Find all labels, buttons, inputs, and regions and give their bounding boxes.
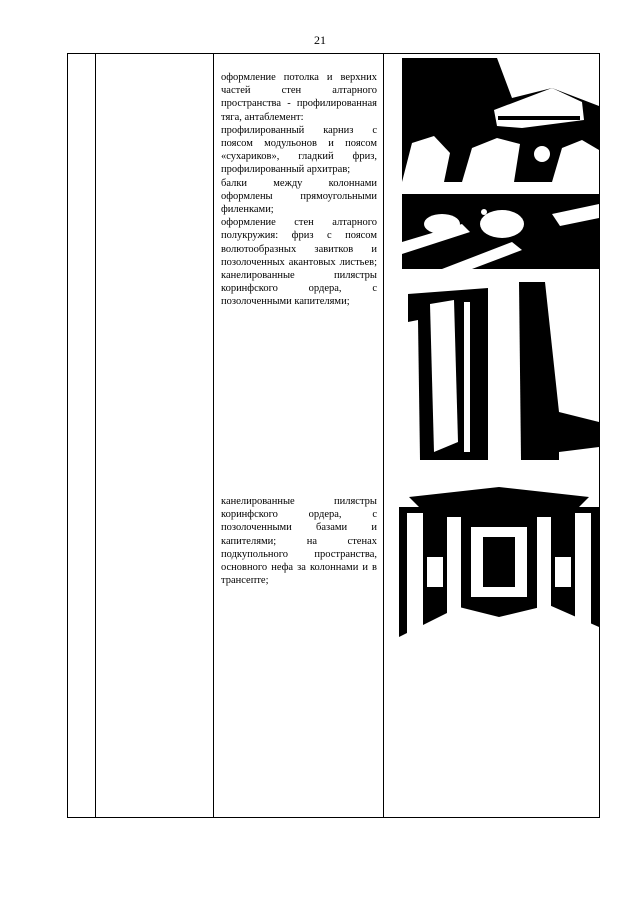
photo-church-interior <box>399 477 599 637</box>
photo-icon <box>399 477 599 637</box>
description-paragraph: балки между колоннами оформлены прямоугольными филенками; <box>221 177 377 216</box>
description-paragraph: канелированные пилястры коринфского ордера, с позолоченными базами и капителями; на стенах подкупольного пространства, основного нефа за колоннами и в трансепте; <box>221 496 377 587</box>
description-table <box>67 53 600 818</box>
description-cell-2 <box>221 495 377 587</box>
photo-cornice <box>402 58 599 182</box>
photo-icon <box>499 282 599 460</box>
photo-icon <box>408 282 488 460</box>
column-divider-2 <box>213 54 214 817</box>
photo-icon <box>402 58 599 182</box>
description-paragraph: оформление потолка и верхних частей стен алтарного пространства - профилированная тяга, антаблемент: <box>221 72 377 123</box>
description-paragraph: профилированный карниз с поясом модульонов и поясом «сухариков», гладкий фриз, профилированный архитрав; <box>221 124 377 176</box>
description-cell-1 <box>221 71 377 309</box>
column-divider-3 <box>383 54 384 817</box>
page-number: 21 <box>314 33 326 47</box>
photo-icon <box>402 194 599 269</box>
photo-pilaster-left <box>408 282 488 460</box>
column-divider-1 <box>95 54 96 817</box>
photo-ceiling-beams <box>402 194 599 269</box>
description-paragraph: оформление стен алтарного полукружия: фриз с поясом волютообразных завитков и позолоченных акантовых листьев; канелированные пилястры коринфского ордера, с позолоченными капителями; <box>221 217 377 308</box>
photo-pilaster-right <box>499 282 599 460</box>
